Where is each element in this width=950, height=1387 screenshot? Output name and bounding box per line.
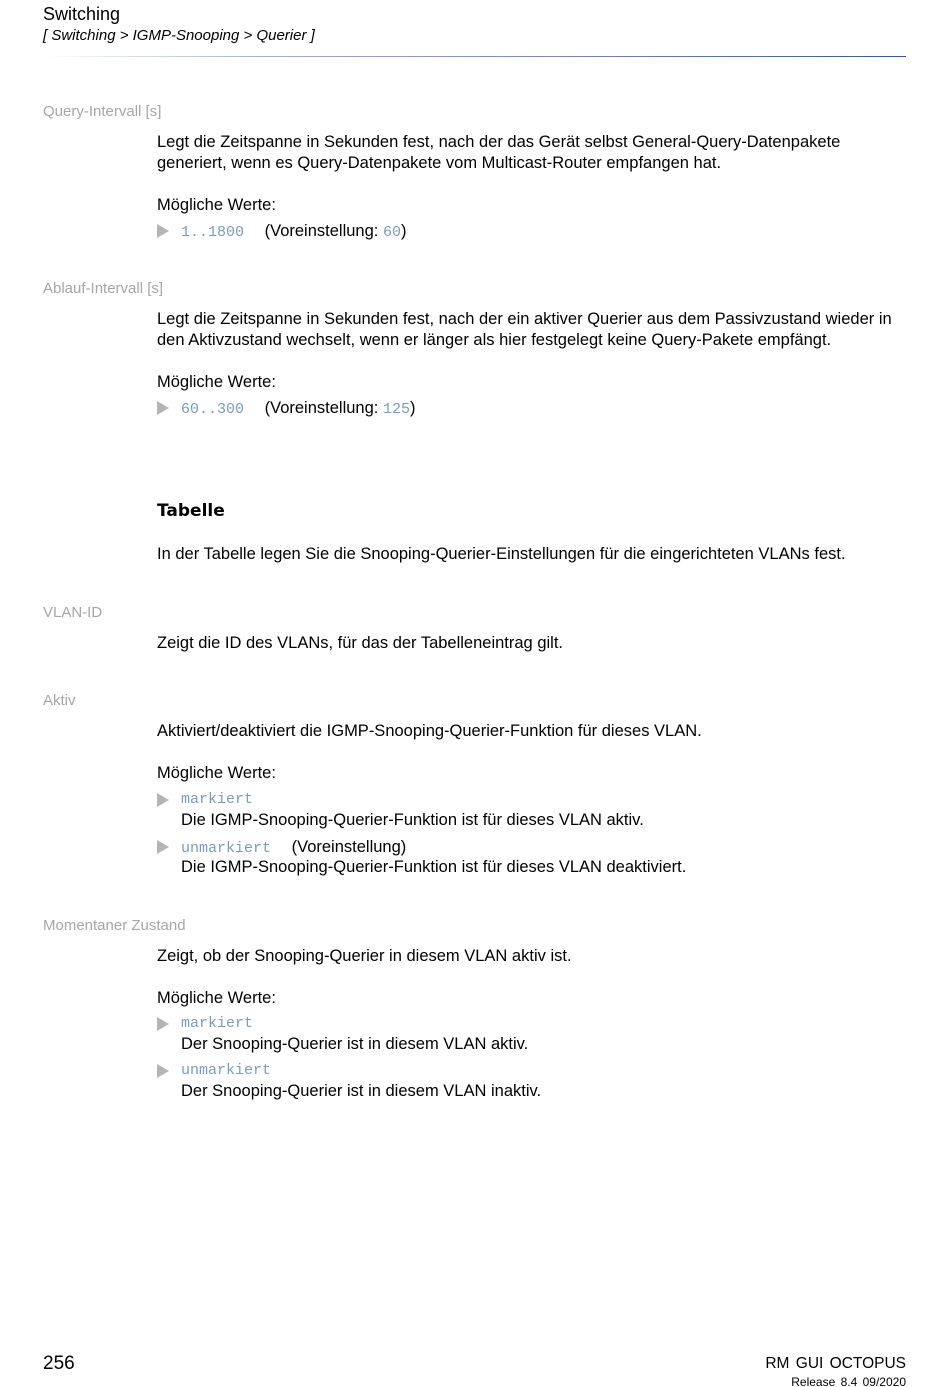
query-interval-default-prefix: (Voreinstellung: bbox=[264, 222, 383, 240]
expiry-interval-value-item bbox=[157, 398, 415, 420]
current-state-label: Momentaner Zustand bbox=[43, 917, 186, 934]
bullet-triangle-icon bbox=[157, 1064, 169, 1078]
expiry-interval-label: Ablauf-Intervall [s] bbox=[43, 280, 164, 297]
current-state-value-checked bbox=[157, 1014, 253, 1034]
query-interval-description: Legt die Zeitspanne in Sekunden fest, nach der das Gerät selbst General-Query-Datenpakete generiert, wenn es Query-Datenpakete vom Multicast-Router empfangen hat. bbox=[157, 133, 841, 172]
current-state-value-unchecked bbox=[157, 1061, 271, 1081]
query-interval-label: Query-Intervall [s] bbox=[43, 103, 162, 120]
table-section-intro: In der Tabelle legen Sie die Snooping-Querier-Einstellungen für die eingerichteten VLANs fest. bbox=[157, 545, 846, 563]
page-header-title: Switching bbox=[43, 4, 121, 24]
release-info: Release 8.4 09/2020 bbox=[791, 1375, 906, 1387]
header-divider bbox=[43, 56, 906, 57]
active-value-checked-name: markiert bbox=[181, 791, 254, 808]
active-value-checked bbox=[157, 790, 253, 810]
active-description: Aktiviert/deaktiviert die IGMP-Snooping-Querier-Funktion für dieses VLAN. bbox=[157, 722, 702, 740]
active-value-checked-description: Die IGMP-Snooping-Querier-Funktion ist für dieses VLAN aktiv. bbox=[181, 811, 644, 829]
vlan-id-description: Zeigt die ID des VLANs, für das der Tabelleneintrag gilt. bbox=[157, 634, 563, 652]
bullet-triangle-icon bbox=[157, 401, 169, 415]
expiry-interval-default-suffix: ) bbox=[409, 399, 416, 417]
active-value-unchecked-note: (Voreinstellung) bbox=[291, 838, 407, 856]
current-state-value-unchecked-name: unmarkiert bbox=[181, 1062, 272, 1079]
expiry-interval-default-prefix: (Voreinstellung: bbox=[264, 399, 383, 417]
current-state-possible-values-label: Mögliche Werte: bbox=[157, 989, 276, 1007]
current-state-value-checked-name: markiert bbox=[181, 1015, 254, 1032]
table-section-heading: Tabelle bbox=[157, 501, 225, 521]
query-interval-value-item bbox=[157, 221, 406, 243]
active-value-unchecked-name: unmarkiert bbox=[181, 840, 272, 857]
bullet-triangle-icon bbox=[157, 793, 169, 807]
active-label: Aktiv bbox=[43, 692, 76, 709]
active-value-unchecked-description: Die IGMP-Snooping-Querier-Funktion ist für dieses VLAN deaktiviert. bbox=[181, 858, 687, 876]
query-interval-default-value: 60 bbox=[382, 224, 401, 241]
expiry-interval-possible-values-label: Mögliche Werte: bbox=[157, 373, 276, 391]
breadcrumb: [ Switching > IGMP-Snooping > Querier ] bbox=[43, 27, 315, 44]
query-interval-possible-values-label: Mögliche Werte: bbox=[157, 196, 276, 214]
vlan-id-label: VLAN-ID bbox=[43, 604, 103, 621]
expiry-interval-range: 60..300 bbox=[181, 401, 245, 418]
query-interval-range: 1..1800 bbox=[181, 224, 245, 241]
current-state-description: Zeigt, ob der Snooping-Querier in diesem VLAN aktiv ist. bbox=[157, 947, 572, 965]
bullet-triangle-icon bbox=[157, 224, 169, 238]
bullet-triangle-icon bbox=[157, 1017, 169, 1031]
document-title: RM GUI OCTOPUS bbox=[765, 1355, 906, 1372]
current-state-value-unchecked-description: Der Snooping-Querier ist in diesem VLAN inaktiv. bbox=[181, 1082, 542, 1100]
query-interval-default-suffix: ) bbox=[400, 222, 407, 240]
bullet-triangle-icon bbox=[157, 840, 169, 854]
active-possible-values-label: Mögliche Werte: bbox=[157, 764, 276, 782]
active-value-unchecked bbox=[157, 837, 406, 859]
expiry-interval-description: Legt die Zeitspanne in Sekunden fest, nach der ein aktiver Querier aus dem Passivzustand wieder in den Aktivzustand wechselt, wenn er länger als hier festgelegt keine Query-Pakete empfängt. bbox=[157, 310, 892, 349]
page-number: 256 bbox=[43, 1353, 75, 1374]
expiry-interval-default-value: 125 bbox=[382, 401, 410, 418]
current-state-value-checked-description: Der Snooping-Querier ist in diesem VLAN aktiv. bbox=[181, 1035, 529, 1053]
